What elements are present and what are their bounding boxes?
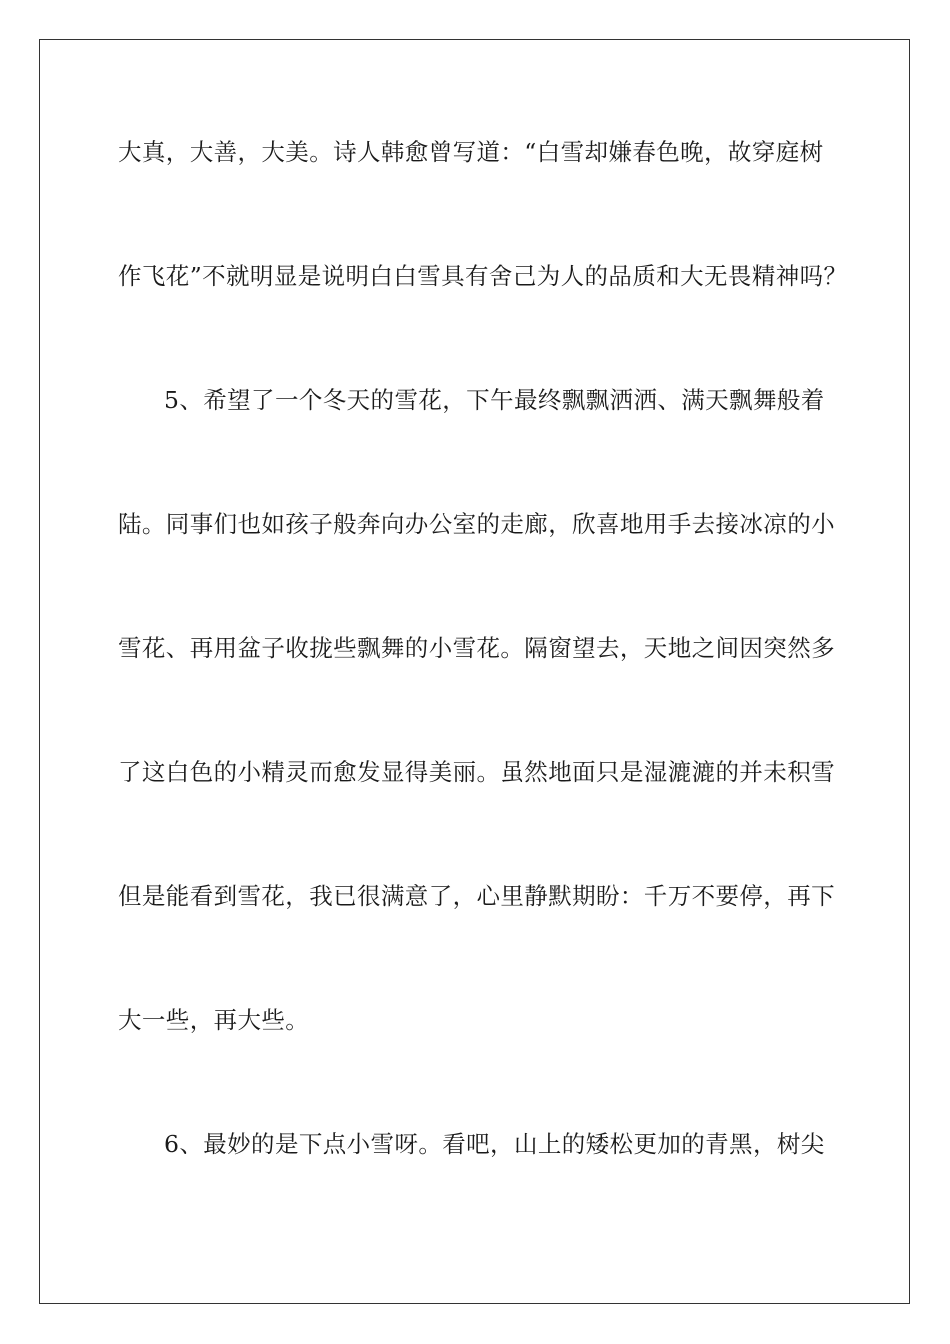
text-line-6: 了这白色的小精灵而愈发显得美丽。虽然地面只是湿漉漉的并未积雪 xyxy=(118,758,835,786)
text-line-2: 作飞花”不就明显是说明白白雪具有舍己为人的品质和大无畏精神吗？ xyxy=(118,262,848,290)
text-line-8: 大一些，再大些。 xyxy=(118,1006,310,1034)
page-border xyxy=(39,39,910,1304)
text-line-7: 但是能看到雪花，我已很满意了，心里静默期盼：千万不要停，再下 xyxy=(118,882,835,910)
text-line-1: 大真，大善，大美。诗人韩愈曾写道：“白雪却嫌春色晚，故穿庭树 xyxy=(118,138,824,166)
paragraph-6-first-line: 6、最妙的是下点小雪呀。看吧，山上的矮松更加的青黑，树尖 xyxy=(164,1130,825,1158)
text-line-4: 陆。同事们也如孩子般奔向办公室的走廊，欣喜地用手去接冰凉的小 xyxy=(118,510,835,538)
text-line-5: 雪花、再用盆子收拢些飘舞的小雪花。隔窗望去，天地之间因突然多 xyxy=(118,634,835,662)
paragraph-5-first-line: 5、希望了一个冬天的雪花，下午最终飘飘洒洒、满天飘舞般着 xyxy=(164,386,825,414)
